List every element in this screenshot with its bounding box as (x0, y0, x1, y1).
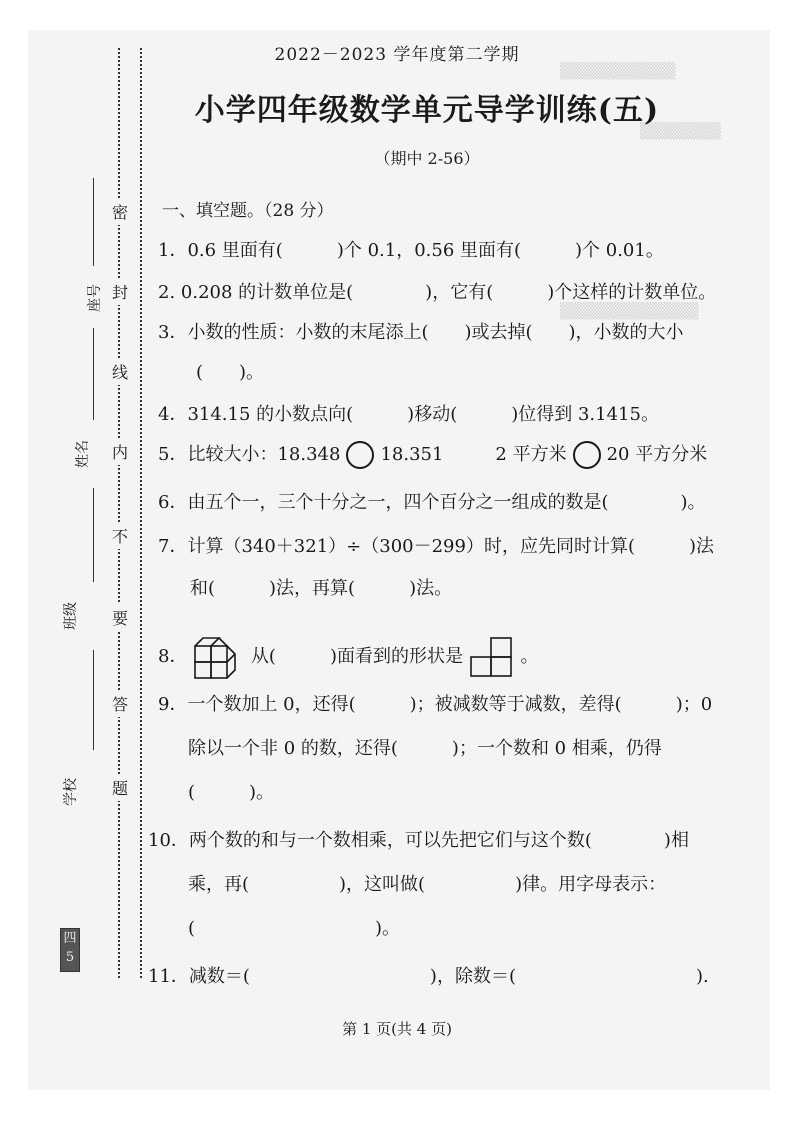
compare-left-a: 18.348 (277, 444, 341, 465)
seal-char: 答 (111, 690, 129, 717)
question-8 (158, 632, 538, 682)
seal-char: 要 (111, 604, 129, 631)
bleed-through-text: ▒▒▒▒▒▒▒▒▒▒▒▒ (560, 302, 699, 320)
page-title: 小学四年级数学单元导学训练(五) (194, 93, 660, 128)
bleed-through-text: ▒▒▒▒▒▒▒▒▒▒ (560, 62, 676, 80)
bleed-through-text: ▒▒▒▒▒▒▒ (640, 122, 721, 140)
seal-char: 不 (111, 522, 129, 549)
question-5-label: 5．比较大小： (158, 444, 278, 465)
seal-char: 线 (111, 358, 129, 385)
name-label: 姓名 (75, 440, 91, 468)
seat-number-label: 座号 (87, 284, 103, 312)
question-10: 10．两个数的和与一个数相乘，可以先把它们与这个数( )相 (148, 830, 689, 851)
question-8-end: 。 (520, 646, 539, 667)
page-subtitle: （期中 2-56） (374, 149, 480, 168)
seat-number-line (93, 178, 94, 266)
question-11: 11．减数＝( )，除数＝( ). (148, 966, 709, 987)
name-line (93, 328, 94, 420)
seal-char: 内 (111, 438, 129, 465)
page-number: 第 1 页(共 4 页) (342, 1020, 452, 1038)
question-3-cont: ( )。 (196, 362, 265, 383)
school-label: 学校 (63, 778, 79, 806)
compare-circle (346, 441, 374, 469)
compare-left-b: 18.351 (380, 444, 444, 465)
seal-char: 封 (111, 278, 129, 305)
compare-right-b: 20 平方分米 (606, 444, 708, 465)
booklet-tag: 四 5 (60, 928, 80, 972)
question-6: 6．由五个一，三个十分之一，四个百分之一组成的数是( )。 (158, 492, 706, 513)
seal-char: 题 (111, 774, 129, 801)
school-year: 2022－2023 学年度第二学期 (274, 45, 520, 65)
binding-dotted-line (118, 48, 120, 978)
cube-stack-figure (193, 632, 245, 682)
question-1: 1．0.6 里面有( )个 0.1，0.56 里面有( )个 0.01。 (158, 240, 664, 261)
seal-char: 密 (111, 198, 129, 225)
question-9: 9．一个数加上 0，还得( )；被减数等于减数，差得( )；0 (158, 694, 713, 715)
section-heading: 一、填空题。（28 分） (162, 201, 334, 221)
question-2: 2. 0.208 的计数单位是( )，它有( )个这样的计数单位。 (158, 282, 717, 303)
class-label: 班级 (63, 602, 79, 630)
school-line (93, 650, 94, 750)
question-8-text: 从( )面看到的形状是 (250, 646, 463, 667)
question-7: 7．计算（340＋321）÷（300－299）时，应先同时计算( )法 (158, 536, 715, 557)
question-4: 4．314.15 的小数点向( )移动( )位得到 3.1415。 (158, 404, 659, 425)
binding-dotted-line (140, 48, 142, 978)
compare-circle (573, 441, 601, 469)
question-10-cont: 乘，再( )，这叫做( )律。用字母表示： (188, 874, 667, 895)
view-shape-figure (469, 636, 515, 678)
question-3: 3．小数的性质：小数的末尾添上( )或去掉( )，小数的大小 (158, 322, 684, 343)
class-line (93, 488, 94, 582)
question-9-cont2: ( )。 (188, 782, 275, 803)
question-7-cont: 和( )法，再算( )法。 (190, 578, 453, 599)
question-9-cont: 除以一个非 0 的数，还得( )；一个数和 0 相乘，仍得 (188, 738, 662, 759)
question-5 (158, 440, 707, 469)
question-8-number: 8． (158, 646, 188, 667)
compare-right-a: 2 平方米 (495, 444, 567, 465)
question-10-cont2: ( )。 (188, 918, 401, 939)
